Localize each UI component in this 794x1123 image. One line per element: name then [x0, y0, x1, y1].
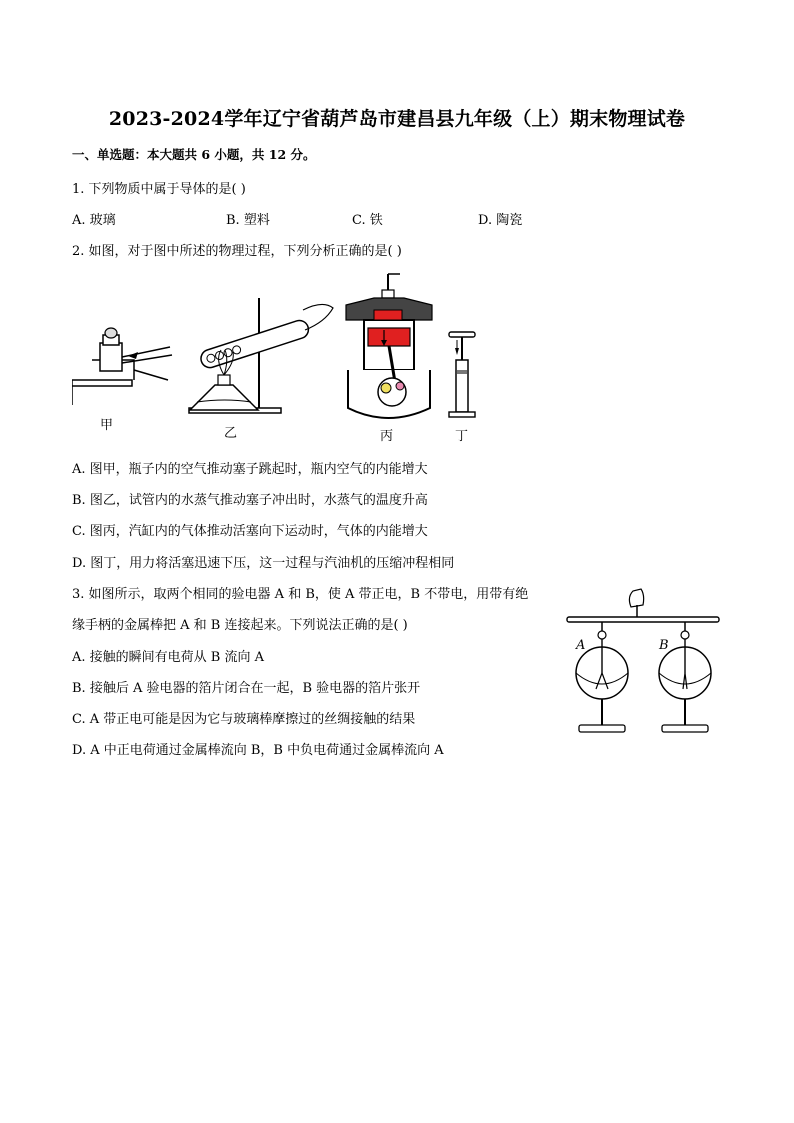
question-2-stem: 2. 如图，对于图中所述的物理过程，下列分析正确的是( ) — [72, 244, 402, 259]
question-1-stem: 1. 下列物质中属于导体的是( ) — [72, 182, 246, 197]
q2-option-d: D. 图丁，用力将活塞迅速下压，这一过程与汽油机的压缩冲程相同 — [72, 556, 455, 571]
section-heading: 一、单选题：本大题共 6 小题，共 12 分。 — [72, 147, 316, 162]
q2-option-b: B. 图乙，试管内的水蒸气推动塞子冲出时，水蒸气的温度升高 — [72, 493, 428, 508]
q3-option-c: C. A 带正电可能是因为它与玻璃棒摩擦过的丝绸接触的结果 — [72, 712, 416, 727]
electroscope-label-b: B — [659, 638, 669, 653]
q1-option-d: D. 陶瓷 — [478, 213, 523, 228]
caption-ding: 丁 — [455, 429, 469, 444]
q2-option-a: A. 图甲，瓶子内的空气推动塞子跳起时，瓶内空气的内能增大 — [72, 462, 428, 477]
q1-option-a: A. 玻璃 — [72, 213, 116, 228]
page-title: 2023-2024学年辽宁省葫芦岛市建昌县九年级（上）期末物理试卷 — [108, 108, 686, 130]
figure-electroscopes-illustration — [565, 585, 725, 740]
q3-option-a: A. 接触的瞬间有电荷从 B 流向 A — [72, 650, 264, 665]
figure-yi-test-tube-illustration — [185, 290, 335, 415]
figure-bing-engine-cylinder-illustration — [344, 270, 434, 425]
q2-option-c: C. 图丙，汽缸内的气体推动活塞向下运动时，气体的内能增大 — [72, 524, 428, 539]
q3-option-d: D. A 中正电荷通过金属棒流向 B，B 中负电荷通过金属棒流向 A — [72, 743, 444, 758]
figure-ding-air-pump-illustration — [445, 330, 479, 420]
q1-option-b: B. 塑料 — [226, 213, 270, 228]
caption-yi: 乙 — [224, 426, 238, 441]
caption-bing: 丙 — [380, 429, 394, 444]
figure-jia-bottle-illustration — [72, 325, 182, 420]
caption-jia: 甲 — [100, 418, 114, 433]
q3-option-b: B. 接触后 A 验电器的箔片闭合在一起，B 验电器的箔片张开 — [72, 681, 421, 696]
q1-option-c: C. 铁 — [352, 213, 383, 228]
electroscope-label-a: A — [576, 638, 586, 653]
question-3-stem-line2: 缘手柄的金属棒把 A 和 B 连接起来。下列说法正确的是( ) — [72, 618, 408, 633]
question-3-stem-line1: 3. 如图所示，取两个相同的验电器 A 和 B，使 A 带正电，B 不带电，用带有绝 — [72, 587, 529, 602]
